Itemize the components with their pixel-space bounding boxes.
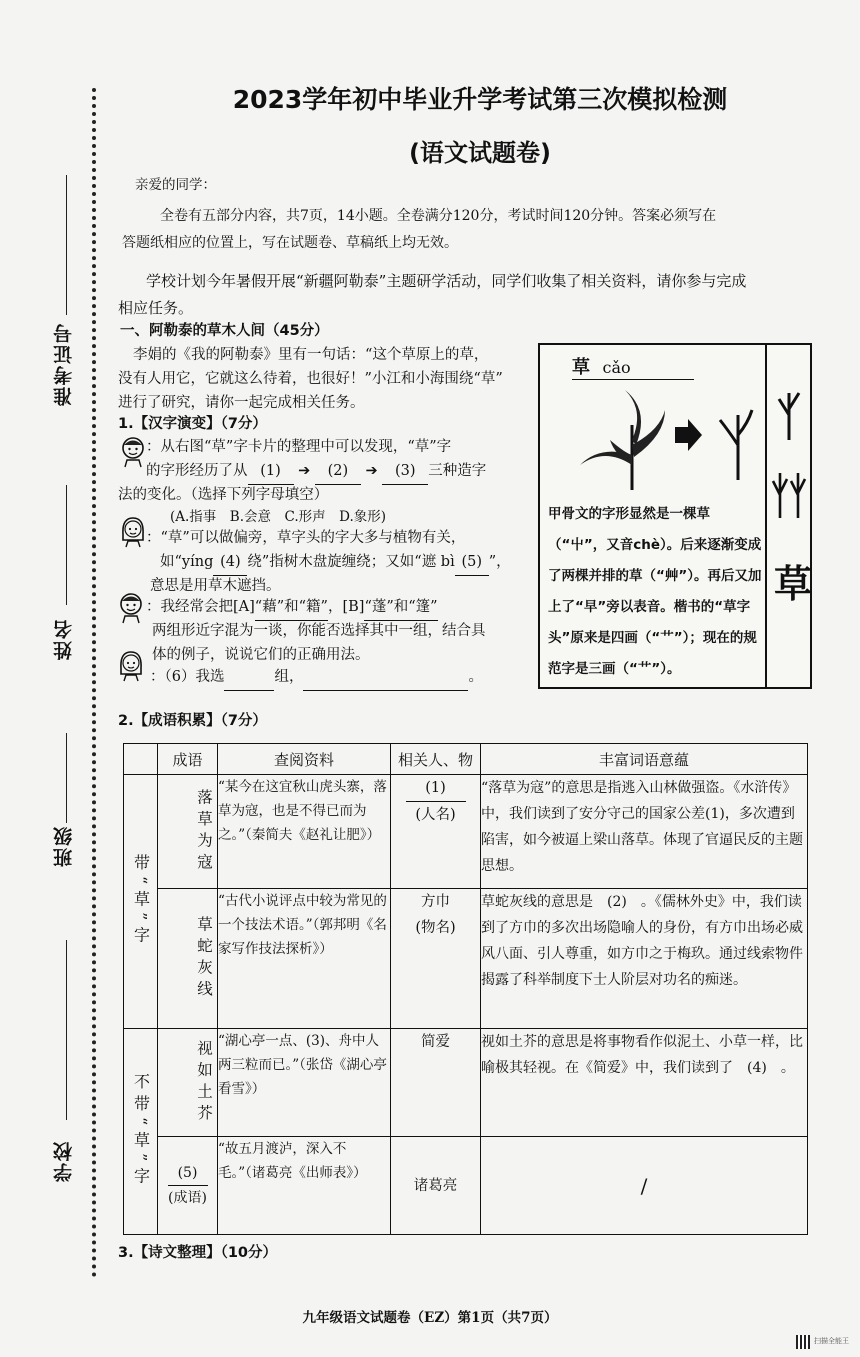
scanner-watermark: 扫描全能王 <box>814 1337 849 1345</box>
girl-avatar-icon <box>120 516 146 548</box>
idiom-table <box>123 743 808 1235</box>
table-row <box>124 775 808 889</box>
blank-2[interactable]: (2) <box>315 458 361 485</box>
name-label: 姓名 <box>53 618 75 660</box>
source-cell: “湖心亭一点、(3)、舟中人两三粒而已。”（张岱《湖心亭看雪》） <box>218 1029 391 1137</box>
table-row <box>124 889 808 1029</box>
card-char-pinyin: 草 cǎo <box>572 357 631 378</box>
q2-title: 2.【成语积累】（7分） <box>118 713 267 729</box>
source-cell: “某今在这宜秋山虎头寨，落草为寇，也是不得已而为之。”（秦简夫《赵礼让肥》） <box>218 775 391 889</box>
blank-1[interactable]: (1) <box>248 458 294 485</box>
table-row <box>124 1137 808 1235</box>
exam-subtitle: (语文试题卷) <box>409 139 551 167</box>
class-label: 班级 <box>53 825 75 867</box>
q1-girl-text-2: 如“yíng (4) 绕”指树木盘旋缠绕；又如“遮 bì (5) ”， <box>160 549 511 576</box>
boy-avatar-icon <box>120 436 146 468</box>
binding-dotted-line <box>92 88 96 1278</box>
grass-evolution-illustration <box>570 385 765 495</box>
exam-number-label: 准考证号 <box>53 322 75 406</box>
greeting: 亲爱的同学： <box>135 177 216 193</box>
boy-avatar-icon-2 <box>118 592 144 624</box>
girl-avatar-icon-2 <box>118 650 144 682</box>
q3-title: 3.【诗文整理】（10分） <box>118 1245 278 1261</box>
q1-boy-text-2: 的字形经历了从 (1) ➔ (2) ➔ (3) 三种造字 <box>146 458 486 485</box>
meaning-cell: 视如土芥的意思是将事物看作似泥土、小草一样，比喻极其轻视。在《简爱》中，我们读到了 (4) 。 <box>481 1029 808 1137</box>
header-related: 相关人、物 <box>391 744 481 775</box>
card-description: 甲骨文的字形显然是一棵草（“屮”，又音chè）。后来逐渐变成了两棵并排的草（“艸”）。再后又加上了“早”旁以表音。楷书的“草字头”原来是四画（“艹”）；现在的规范字是三画（“艹”）。 <box>548 506 762 677</box>
related-cell: 简爱 <box>391 1029 481 1137</box>
header-meaning: 丰富词语意蕴 <box>481 744 808 775</box>
group-without-cao: 不带“草”字 <box>124 1029 158 1235</box>
activity-line-1: 学校计划今年暑假开展“新疆阿勒泰”主题研学活动，同学们收集了相关资料，请你参与完成 <box>146 272 747 290</box>
class-line <box>66 733 67 823</box>
rules-line-2: 答题纸相应的位置上，写在试题卷、草稿纸上均无效。 <box>122 235 458 251</box>
related-cell: 诸葛亮 <box>391 1137 481 1235</box>
q1-boy-text-3: 法的变化。（选择下列字母填空） <box>118 487 329 503</box>
meaning-cell: “落草为寇”的意思是指逃入山林做强盗。《水浒传》中，我们读到了安分守己的国家公差(1)，多次遭到陷害，如今被逼上梁山落草。体现了官逼民反的主题思想。 <box>481 775 808 889</box>
idiom-cell: (5) (成语) <box>158 1137 218 1235</box>
blank-3[interactable]: (3) <box>382 458 428 485</box>
regular-script-cao: 草 <box>774 561 813 606</box>
q1-girl-text-3: 意思是用草木遮挡。 <box>150 578 281 594</box>
related-cell: 方巾 (物名) <box>391 889 481 1029</box>
lead-line-1: 李娟的《我的阿勒泰》里有一句话：“这个草原上的草， <box>133 347 489 363</box>
idiom-cell: 落草为寇 <box>158 775 218 889</box>
qr-code-icon <box>796 1335 810 1349</box>
header-source: 查阅资料 <box>218 744 391 775</box>
q1-boy2-text-2: 两组形近字混为一谈，你能否选择其中一组，结合具 <box>152 623 486 639</box>
exam-number-line <box>66 175 67 315</box>
table-row <box>124 1029 808 1137</box>
exam-title: 2023学年初中毕业升学考试第三次模拟检测 <box>232 85 728 114</box>
lead-line-2: 没有人用它，它就这么待着，也很好！”小江和小海围绕“草” <box>118 371 503 387</box>
school-line <box>66 940 67 1120</box>
blank-4[interactable]: (4) <box>213 549 247 576</box>
school-label: 学校 <box>53 1140 75 1182</box>
q1-title: 1.【汉字演变】（7分） <box>118 416 267 432</box>
q1-boy-text-1: ：从右图“草”字卡片的整理中可以发现，“草”字 <box>146 439 452 455</box>
cao-character-card <box>538 343 812 689</box>
meaning-cell: / <box>481 1137 808 1235</box>
meaning-cell: 草蛇灰线的意思是 (2) 。《儒林外史》中，我们读到了方巾的多次出场隐喻人的身份，有方巾出场必威风八面、引人尊重，如方巾之于梅玖。通过线索物件揭露了科举制度下士人阶层对功名的痴迷。 <box>481 889 808 1029</box>
idiom-cell: 视如土芥 <box>158 1029 218 1137</box>
page-footer: 九年级语文试题卷（EZ）第1页（共7页） <box>302 1310 558 1326</box>
blank-5[interactable]: (5) <box>455 549 489 576</box>
q1-boy2-text-3: 体的例子，说说它们的正确用法。 <box>152 647 370 663</box>
q1-girl-text-1: ：“草”可以做偏旁，草字头的字大多与植物有关， <box>146 530 466 546</box>
header-idiom: 成语 <box>158 744 218 775</box>
answer-group-field[interactable] <box>224 664 274 691</box>
answer-reason-field[interactable] <box>303 664 468 691</box>
table-header-row <box>124 744 808 775</box>
section1-heading: 一、阿勒泰的草木人间（45分） <box>120 323 329 339</box>
name-line <box>66 485 67 605</box>
seal-cao-glyph <box>770 463 808 523</box>
group-with-cao: 带“草”字 <box>124 775 158 1029</box>
lead-line-3: 进行了研究，请你一起完成相关任务。 <box>118 395 365 411</box>
oracle-bone-cao-glyph <box>772 385 806 445</box>
q1-boy2-text-1: ：我经常会把[A]“藉”和“籍”，[B]“蓬”和“篷” <box>146 594 438 621</box>
related-cell: (1) (人名) <box>391 775 481 889</box>
source-cell: “古代小说评点中较为常见的一个技法术语。”（郭邦明《名家写作技法探析》） <box>218 889 391 1029</box>
q1-girl2-text: ：（6）我选 组， 。 <box>150 664 483 691</box>
idiom-cell: 草蛇灰线 <box>158 889 218 1029</box>
source-cell: “故五月渡泸，深入不毛。”（诸葛亮《出师表》） <box>218 1137 391 1235</box>
rules-line-1: 全卷有五部分内容，共7页，14小题。全卷满分120分，考试时间120分钟。答案必须写在 <box>160 208 717 224</box>
q1-options: (A.指事 B.会意 C.形声 D.象形) <box>170 509 387 525</box>
activity-line-2: 相应任务。 <box>118 299 194 317</box>
